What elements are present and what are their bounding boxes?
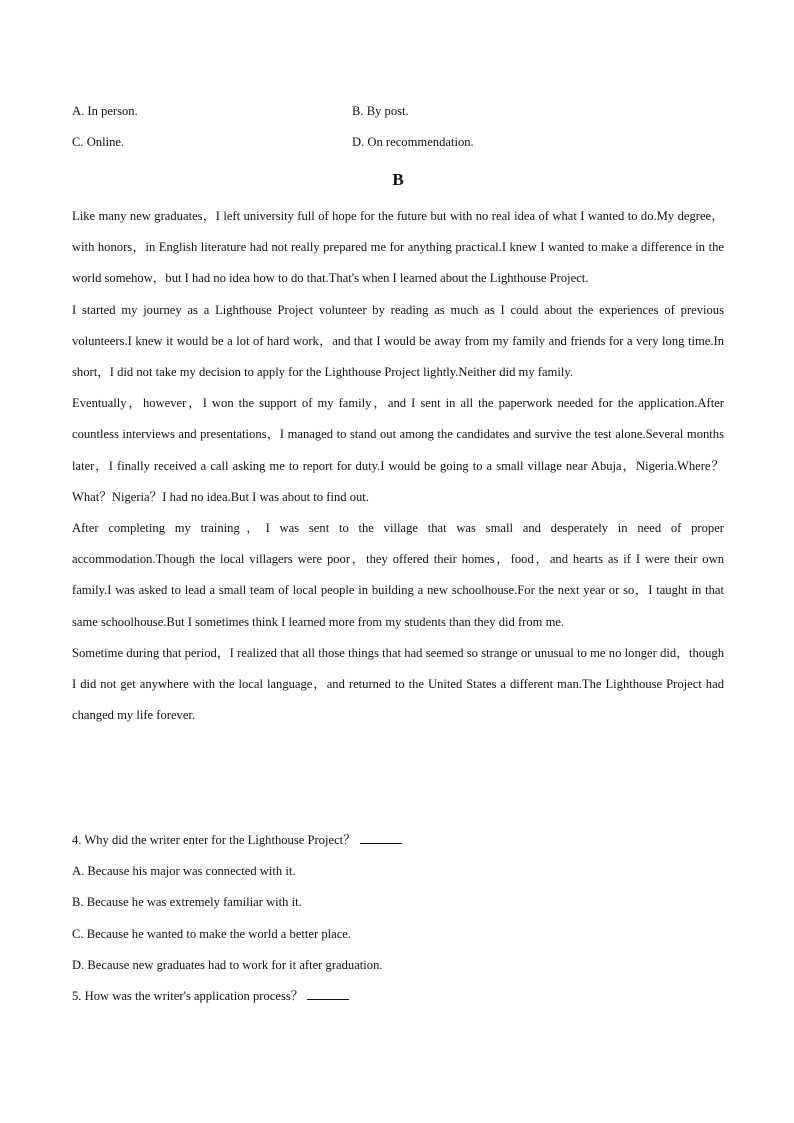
option-c: C. Online. <box>72 135 125 149</box>
passage-paragraph-5: Sometime during that period，I realized that all those things that had seemed so strange or unusual to me no longer did，though I did not get anywhere with the local language，and returned to the United States a different man.The Lighthouse Project had changed my life forever. <box>72 645 724 723</box>
question-4-stem: 4. Why did the writer enter for the Lighthouse Project？ <box>72 833 356 847</box>
option-d: D. On recommendation. <box>352 135 474 149</box>
question-4-option-a: A. Because his major was connected with it. <box>72 864 296 879</box>
question-4-option-d: D. Because new graduates had to work for it after graduation. <box>72 957 383 972</box>
prev-options-row-1 <box>72 104 724 124</box>
prev-options-row-2 <box>72 135 724 155</box>
question-5 <box>72 981 724 1012</box>
question-4-option-c: C. Because he wanted to make the world a better place. <box>72 926 352 941</box>
answer-blank <box>307 987 349 1000</box>
question-4-option-b: B. Because he was extremely familiar with it. <box>72 895 302 910</box>
question-5-stem: 5. How was the writer's application process？ <box>72 989 304 1004</box>
passage-paragraph-2: I started my journey as a Lighthouse Project volunteer by reading as much as I could about the experiences of previous volunteers.I knew it would be a lot of hard work，and that I would be away from my family and friends for a very long time.In short，I did not take my decision to apply for the Lighthouse Project lightly.Neither did my family. <box>72 302 724 380</box>
option-b: B. By post. <box>352 104 409 118</box>
answer-blank <box>360 831 402 844</box>
passage-paragraph-3: Eventually，however，I won the support of my family，and I sent in all the paperwork needed for the application.After countless interviews and presentations，I managed to stand out among the candidates and survive the test alone.Several months later，I finally received a call asking me to report for duty.I would be going to a small village near Abuja，Nigeria.Where？What？Nigeria？I had no idea.But I was about to find out. <box>72 396 724 504</box>
passage-paragraph-1: Like many new graduates，I left university full of hope for the future but with no real idea of what I wanted to do.My degree，with honors，in English literature had not really prepared me for anything practical.I knew I wanted to make a difference in the world somehow，but I had no idea how to do that.That's when I learned about the Lighthouse Project. <box>72 209 724 286</box>
questions-block <box>72 825 724 1012</box>
passage-paragraph-4: After completing my training，I was sent to the village that was small and desperately in need of proper accommodation.Though the local villagers were poor，they offered their homes，food，and hearts as if I were their own family.I was asked to lead a small team of local people in building a new schoolhouse.For the next year or so，I taught in that same schoolhouse.But I sometimes think I learned more from my students than they did from me. <box>72 521 724 629</box>
option-a: A. In person. <box>72 104 138 118</box>
reading-passage <box>72 201 724 731</box>
section-title: B <box>392 170 404 189</box>
question-4 <box>72 825 724 856</box>
